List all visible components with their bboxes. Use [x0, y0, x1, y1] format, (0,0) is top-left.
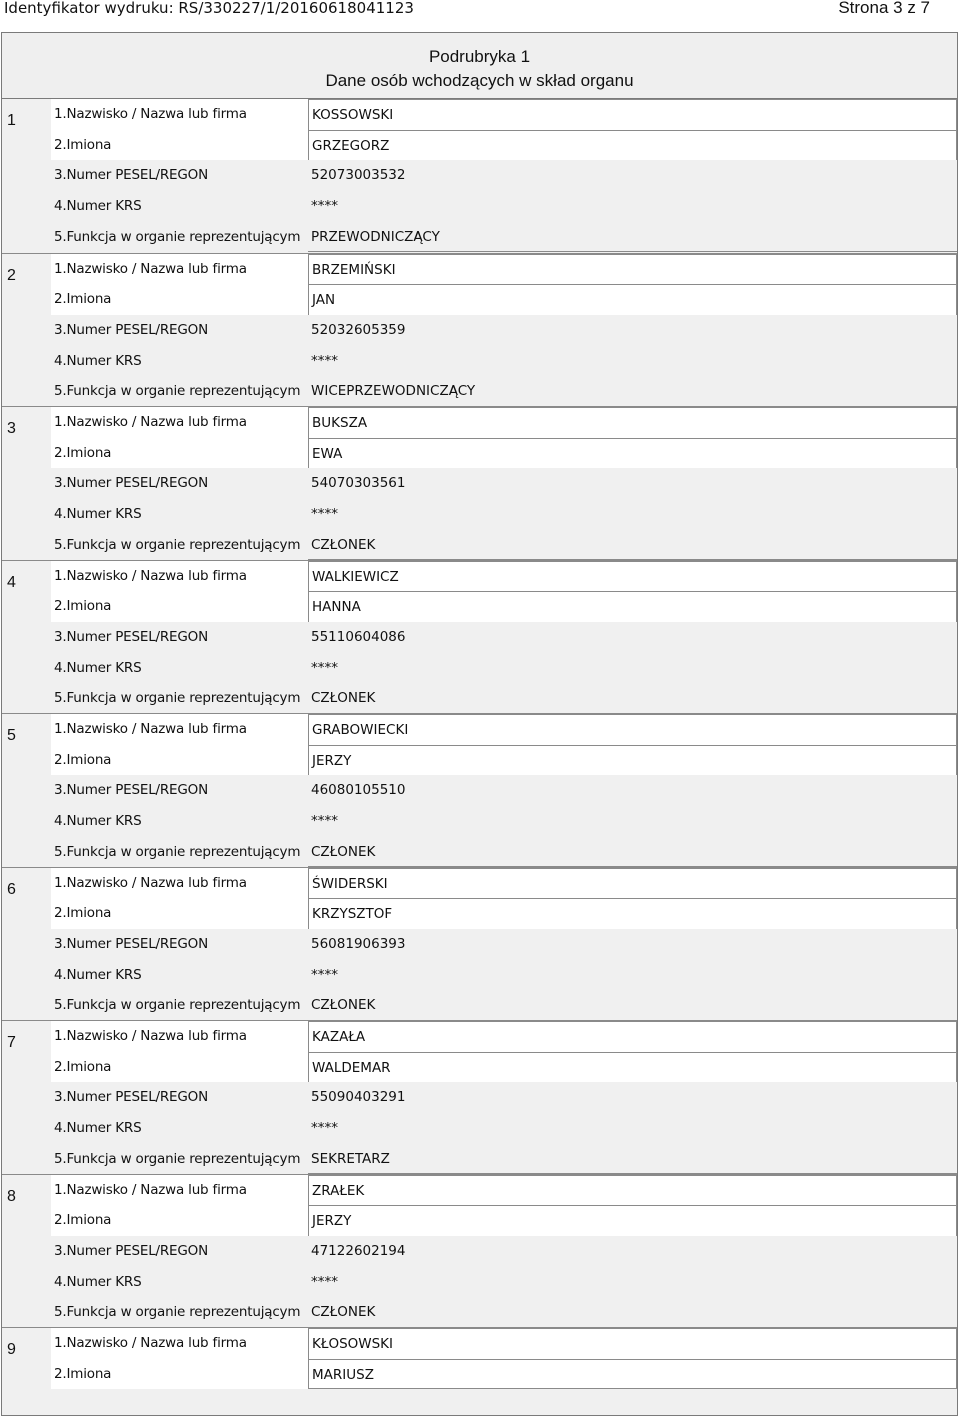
field-value: 55090403291: [308, 1082, 957, 1113]
person-number: 2: [7, 266, 16, 284]
field-row-pesel: [51, 775, 957, 806]
field-value: CZŁONEK: [308, 530, 957, 561]
field-value: ****: [308, 499, 957, 530]
field-value: WALDEMAR: [308, 1052, 957, 1083]
field-label: 2.Imiona: [54, 1365, 112, 1382]
person-entry: [2, 1327, 957, 1416]
person-entry: [2, 1020, 957, 1174]
person-fields: [51, 868, 957, 1021]
field-row-pesel: [51, 929, 957, 960]
field-row-krs: [51, 960, 957, 991]
field-label: 2.Imiona: [54, 1212, 112, 1229]
person-number: 9: [7, 1341, 16, 1358]
field-row-names: [51, 1052, 957, 1083]
field-label: 2.Imiona: [54, 1058, 112, 1075]
field-value: BUKSZA: [308, 407, 957, 438]
field-value: HANNA: [308, 591, 957, 622]
person-entry: [2, 1174, 957, 1328]
field-value: WICEPRZEWODNICZĄCY: [308, 376, 957, 407]
person-fields: [51, 1328, 957, 1389]
section-title: Podrubryka 1: [428, 47, 531, 66]
field-label: 4.Numer KRS: [51, 499, 308, 530]
field-label: 5.Funkcja w organie reprezentującym: [51, 837, 308, 868]
print-identifier: Identyfikator wydruku: RS/330227/1/20160618041123: [4, 0, 414, 17]
field-row-pesel: [51, 468, 957, 499]
person-entry: [2, 713, 957, 867]
field-value: KRZYSZTOF: [308, 898, 957, 929]
person-fields: [51, 1021, 957, 1174]
field-row-names: [51, 130, 957, 161]
field-value: 56081906393: [308, 929, 957, 960]
person-number: 3: [7, 420, 16, 437]
field-label: 1.Nazwisko / Nazwa lub firma: [54, 567, 247, 584]
field-label: 3.Numer PESEL/REGON: [51, 1082, 308, 1113]
field-label: 1.Nazwisko / Nazwa lub firma: [54, 1335, 247, 1351]
person-fields: [51, 254, 957, 407]
person-entry: [2, 253, 957, 407]
field-label: 5.Funkcja w organie reprezentującym: [51, 530, 308, 561]
field-value: GRZEGORZ: [308, 130, 957, 161]
field-label: 3.Numer PESEL/REGON: [51, 775, 308, 806]
field-row-surname: [51, 1021, 957, 1052]
field-row-surname: [51, 868, 957, 899]
field-row-krs: [51, 346, 957, 377]
field-value: 52032605359: [308, 315, 957, 346]
field-row-surname: [51, 254, 957, 285]
field-label: 5.Funkcja w organie reprezentującym: [51, 990, 308, 1021]
field-label: 1.Nazwisko / Nazwa lub firma: [54, 721, 247, 737]
field-row-pesel: [51, 622, 957, 653]
field-value: CZŁONEK: [308, 683, 957, 714]
person-fields: [51, 99, 957, 252]
field-label: 4.Numer KRS: [51, 653, 308, 684]
person-fields: [51, 714, 957, 867]
person-fields: [51, 407, 957, 560]
field-value: ****: [308, 806, 957, 837]
field-row-surname: [51, 561, 957, 592]
field-row-function: [51, 376, 957, 407]
field-value: ŚWIDERSKI: [308, 868, 957, 899]
person-number: 7: [7, 1034, 16, 1051]
field-label: 4.Numer KRS: [51, 1113, 308, 1144]
person-entry: [2, 560, 957, 714]
field-value: WALKIEWICZ: [308, 561, 957, 592]
field-label: 2.Imiona: [54, 751, 112, 768]
field-value: 55110604086: [308, 622, 957, 653]
person-number: 1: [7, 112, 16, 129]
field-label: 4.Numer KRS: [51, 191, 308, 222]
field-label: 4.Numer KRS: [51, 960, 308, 991]
field-row-surname: [51, 1175, 957, 1206]
field-row-names: [51, 284, 957, 315]
field-value: CZŁONEK: [308, 1297, 957, 1328]
field-value: ****: [308, 191, 957, 222]
field-value: SEKRETARZ: [308, 1144, 957, 1175]
field-label: 1.Nazwisko / Nazwa lub firma: [54, 414, 247, 430]
field-label: 1.Nazwisko / Nazwa lub firma: [54, 106, 247, 122]
field-row-krs: [51, 1113, 957, 1144]
field-label: 4.Numer KRS: [51, 806, 308, 837]
field-label: 2.Imiona: [54, 905, 112, 922]
field-row-krs: [51, 653, 957, 684]
field-value: JERZY: [308, 1205, 957, 1236]
field-label: 1.Nazwisko / Nazwa lub firma: [54, 874, 247, 891]
field-value: 54070303561: [308, 468, 957, 499]
field-row-krs: [51, 191, 957, 222]
field-value: ****: [308, 960, 957, 991]
field-label: 2.Imiona: [54, 136, 112, 153]
field-row-function: [51, 1144, 957, 1175]
field-row-surname: [51, 407, 957, 438]
person-number: 6: [7, 880, 16, 898]
section-subtitle: Dane osób wchodzących w skład organu: [325, 71, 634, 90]
field-label: 1.Nazwisko / Nazwa lub firma: [54, 1181, 247, 1198]
field-label: 5.Funkcja w organie reprezentującym: [51, 1297, 308, 1328]
field-value: CZŁONEK: [308, 837, 957, 868]
person-entry: [2, 406, 957, 560]
field-value: CZŁONEK: [308, 990, 957, 1021]
field-value: MARIUSZ: [308, 1359, 957, 1390]
person-fields: [51, 1175, 957, 1328]
field-label: 5.Funkcja w organie reprezentującym: [51, 376, 308, 407]
person-fields: [51, 561, 957, 714]
field-row-function: [51, 222, 957, 253]
persons-list: [2, 99, 957, 1416]
section-header: [2, 33, 957, 99]
person-number: 8: [7, 1187, 16, 1205]
field-row-pesel: [51, 1236, 957, 1267]
field-label: 5.Funkcja w organie reprezentującym: [51, 683, 308, 714]
field-value: ****: [308, 653, 957, 684]
field-label: 3.Numer PESEL/REGON: [51, 468, 308, 499]
field-value: KŁOSOWSKI: [308, 1328, 957, 1359]
field-row-names: [51, 1205, 957, 1236]
field-row-krs: [51, 499, 957, 530]
field-label: 3.Numer PESEL/REGON: [51, 622, 308, 653]
field-label: 5.Funkcja w organie reprezentującym: [51, 1144, 308, 1175]
page-number: Strona 3 z 7: [838, 0, 930, 17]
field-value: 47122602194: [308, 1236, 957, 1267]
field-value: PRZEWODNICZĄCY: [308, 222, 957, 253]
field-label: 1.Nazwisko / Nazwa lub firma: [54, 260, 247, 277]
field-label: 2.Imiona: [54, 444, 112, 461]
field-label: 5.Funkcja w organie reprezentującym: [51, 222, 308, 253]
person-number: 5: [7, 727, 16, 744]
field-label: 3.Numer PESEL/REGON: [51, 929, 308, 960]
field-value: 46080105510: [308, 775, 957, 806]
field-row-function: [51, 1297, 957, 1328]
field-label: 3.Numer PESEL/REGON: [51, 160, 308, 191]
field-value: BRZEMIŃSKI: [308, 254, 957, 285]
field-label: 4.Numer KRS: [51, 346, 308, 377]
field-row-pesel: [51, 315, 957, 346]
field-value: KOSSOWSKI: [308, 99, 957, 130]
field-value: 52073003532: [308, 160, 957, 191]
field-row-names: [51, 591, 957, 622]
field-row-surname: [51, 99, 957, 130]
field-value: JERZY: [308, 745, 957, 776]
field-value: JAN: [308, 284, 957, 315]
field-row-pesel: [51, 160, 957, 191]
document-frame: [1, 32, 958, 1416]
field-row-names: [51, 745, 957, 776]
field-value: ****: [308, 1113, 957, 1144]
field-label: 3.Numer PESEL/REGON: [51, 1236, 308, 1267]
person-number: 4: [7, 573, 16, 591]
field-row-names: [51, 898, 957, 929]
field-row-pesel: [51, 1082, 957, 1113]
field-label: 4.Numer KRS: [51, 1267, 308, 1298]
field-row-krs: [51, 1267, 957, 1298]
field-row-function: [51, 683, 957, 714]
field-label: 3.Numer PESEL/REGON: [51, 315, 308, 346]
field-label: 2.Imiona: [54, 598, 112, 615]
field-row-krs: [51, 806, 957, 837]
field-row-surname: [51, 714, 957, 745]
field-row-names: [51, 438, 957, 469]
person-entry: [2, 99, 957, 253]
field-label: 2.Imiona: [54, 291, 112, 308]
field-value: EWA: [308, 438, 957, 469]
field-value: GRABOWIECKI: [308, 714, 957, 745]
field-value: ****: [308, 1267, 957, 1298]
field-row-function: [51, 530, 957, 561]
field-label: 1.Nazwisko / Nazwa lub firma: [54, 1028, 247, 1044]
field-value: KAZAŁA: [308, 1021, 957, 1052]
field-value: ZRAŁEK: [308, 1175, 957, 1206]
field-row-surname: [51, 1328, 957, 1359]
field-row-function: [51, 837, 957, 868]
person-entry: [2, 867, 957, 1021]
field-value: ****: [308, 346, 957, 377]
field-row-function: [51, 990, 957, 1021]
field-row-names: [51, 1359, 957, 1390]
